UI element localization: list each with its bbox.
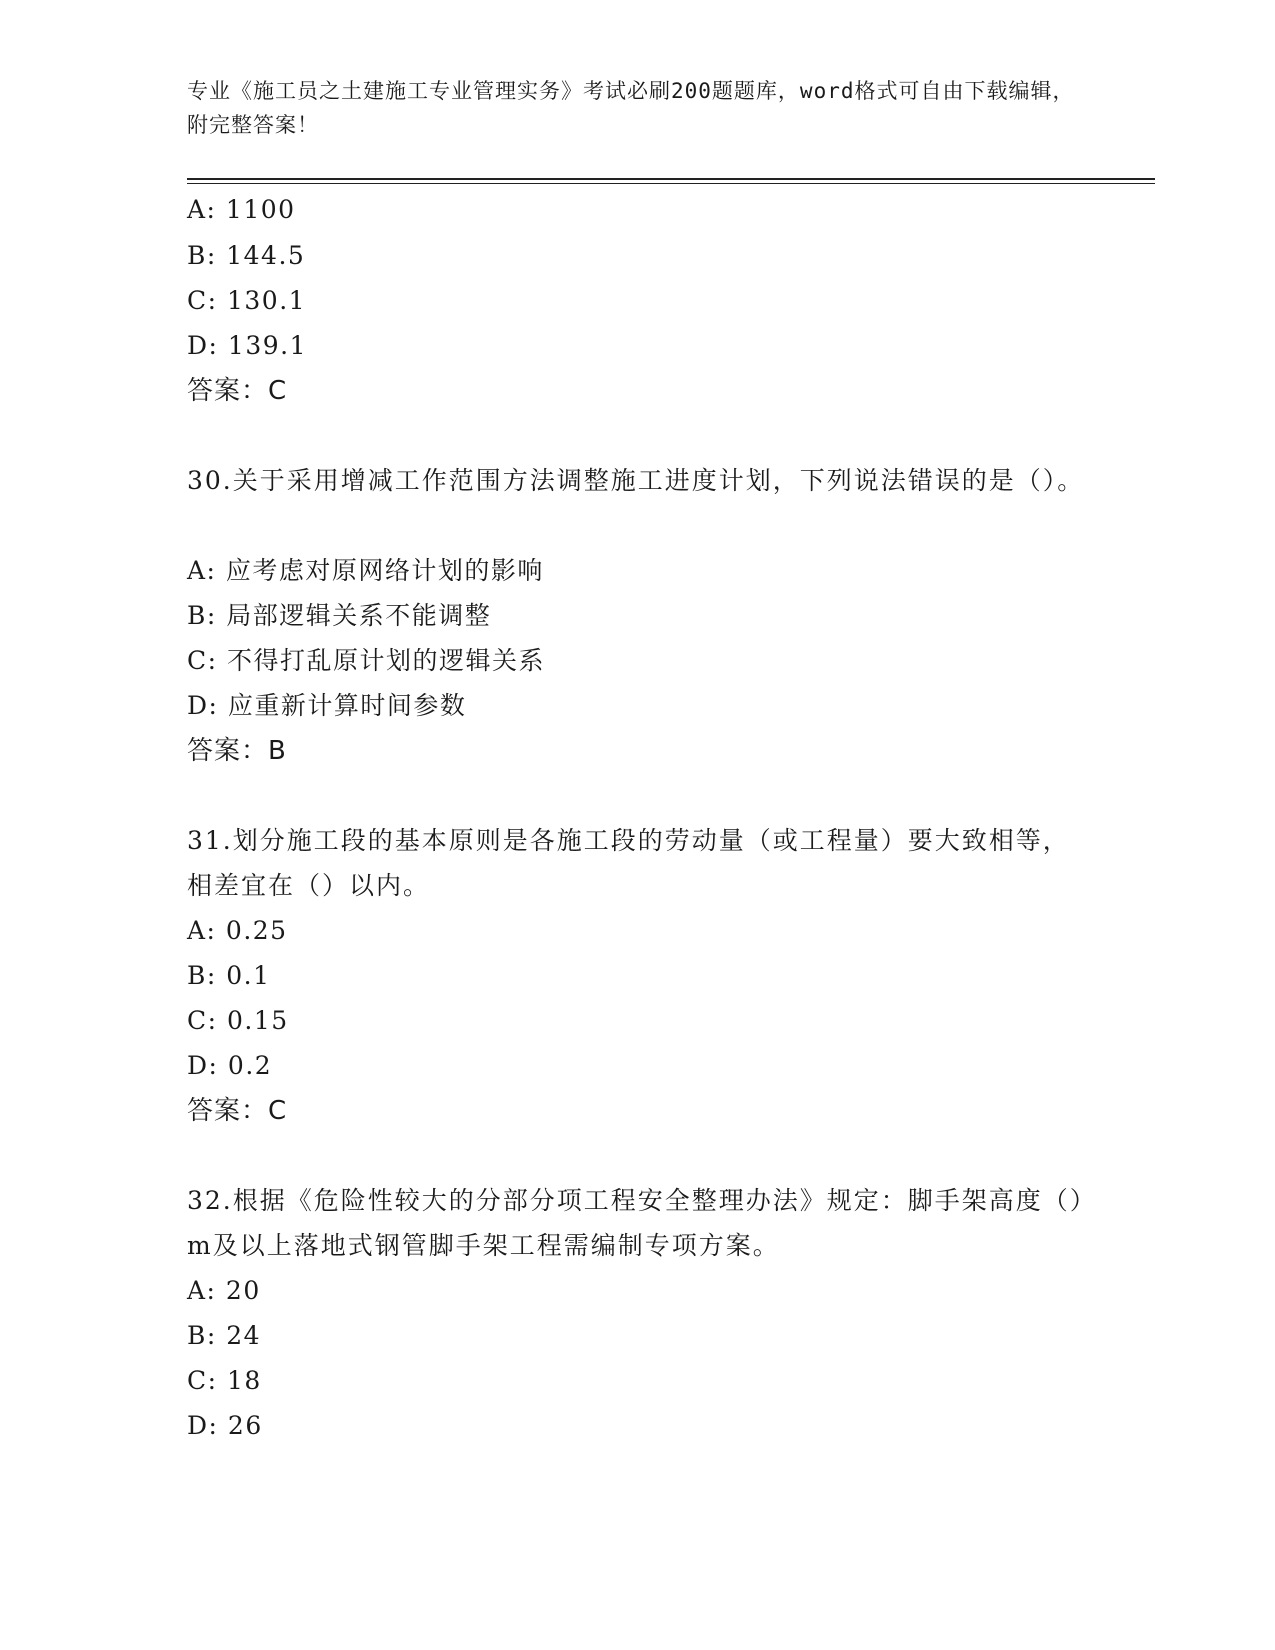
q30-option-b: B: 局部逻辑关系不能调整: [187, 601, 492, 630]
q30-option-d: D: 应重新计算时间参数: [187, 691, 467, 720]
q30-option-c: C: 不得打乱原计划的逻辑关系: [187, 646, 545, 675]
q32-option-d: D: 26: [187, 1411, 263, 1440]
q32-question-text: 32.根据《危险性较大的分部分项工程安全整理办法》规定：脚手架高度（）m及以上落地式钢管脚手架工程需编制专项方案。: [187, 1186, 1085, 1260]
q32-option-c: C: 18: [187, 1366, 262, 1395]
q29-option-d: D: 139.1: [187, 331, 307, 360]
q32-option-b: B: 24: [187, 1321, 262, 1350]
q31-question-text: 31.划分施工段的基本原则是各施工段的劳动量（或工程量）要大致相等，相差宜在（）以内。: [187, 826, 1070, 900]
q31-option-c: C: 0.15: [187, 1006, 289, 1035]
q29-option-b: B: 144.5: [187, 241, 306, 270]
q30-question-text: 30.关于采用增减工作范围方法调整施工进度计划，下列说法错误的是（）。: [187, 466, 1085, 495]
q29-option-c: C: 130.1: [187, 286, 307, 315]
q31-option-b: B: 0.1: [187, 961, 271, 990]
header-divider-thin: [187, 183, 1155, 184]
q31-option-d: D: 0.2: [187, 1051, 273, 1080]
q30-option-a: A: 应考虑对原网络计划的影响: [187, 556, 544, 585]
q32-option-a: A: 20: [187, 1276, 261, 1305]
q31-option-a: A: 0.25: [187, 916, 288, 945]
q31-answer: 答案：C: [187, 1096, 288, 1126]
q29-option-a: A: 1100: [187, 195, 296, 224]
document-header: 专业《施工员之土建施工专业管理实务》考试必刷200题题库，word格式可自由下载编辑，附完整答案！: [187, 79, 1075, 137]
q30-answer: 答案：B: [187, 736, 287, 766]
header-divider-thick: [187, 178, 1155, 180]
q29-answer: 答案：C: [187, 376, 288, 406]
